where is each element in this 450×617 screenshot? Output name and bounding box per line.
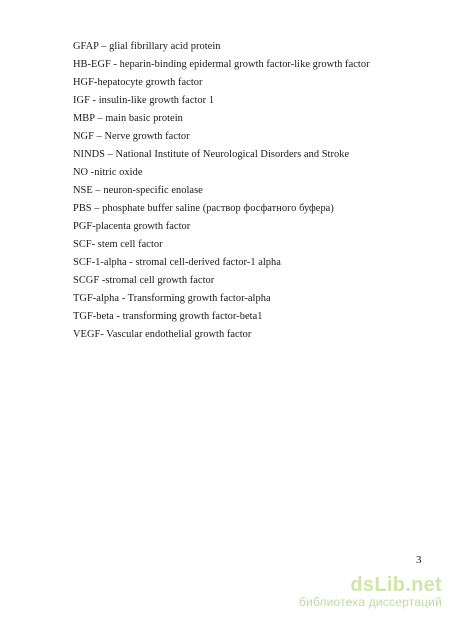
- abbreviation-item: SCF- stem cell factor: [73, 239, 163, 250]
- abbreviation-item: TGF-alpha - Transforming growth factor-alpha: [73, 293, 271, 304]
- abbreviation-item: NINDS – National Institute of Neurological Disorders and Stroke: [73, 149, 350, 160]
- abbreviation-item: HGF-hepatocyte growth factor: [73, 77, 203, 88]
- abbreviation-item: IGF - insulin-like growth factor 1: [73, 95, 215, 106]
- abbreviation-item: NSE – neuron-specific enolase: [73, 185, 203, 196]
- page-number: 3: [416, 554, 422, 566]
- abbreviation-item: GFAP – glial fibrillary acid protein: [73, 41, 221, 52]
- watermark-tagline: библиотека диссертаций: [298, 595, 442, 609]
- abbreviation-item: VEGF- Vascular endothelial growth factor: [73, 329, 252, 340]
- abbreviation-item: SCF-1-alpha - stromal cell-derived factor-1 alpha: [73, 257, 281, 268]
- abbreviation-item: PGF-placenta growth factor: [73, 221, 191, 232]
- abbreviation-item: TGF-beta - transforming growth factor-beta1: [73, 311, 263, 322]
- abbreviation-item: SCGF -stromal cell growth factor: [73, 275, 215, 286]
- watermark-logo: dsLib.net: [350, 574, 442, 596]
- abbreviation-item: NGF – Nerve growth factor: [73, 131, 190, 142]
- abbreviation-item: PBS – phosphate buffer saline (раствор фосфатного буфера): [73, 203, 334, 214]
- abbreviation-item: HB-EGF - heparin-binding epidermal growth factor-like growth factor: [73, 59, 370, 70]
- watermark: [299, 575, 442, 610]
- abbreviation-list: [73, 38, 433, 344]
- abbreviation-item: MBP – main basic protein: [73, 113, 183, 124]
- abbreviation-item: NO -nitric oxide: [73, 167, 143, 178]
